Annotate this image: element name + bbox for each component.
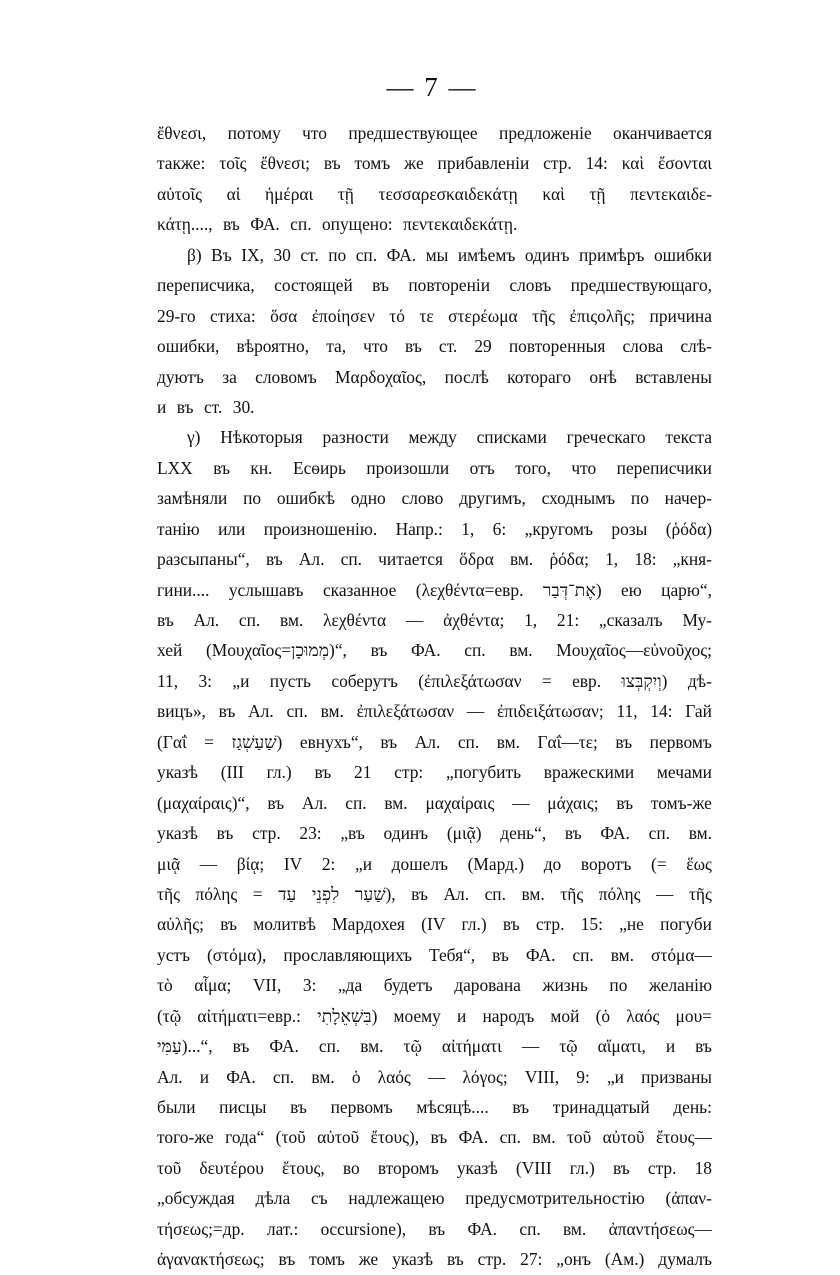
text-line: κάτῃ...., въ ФА. сп. опущено: πεντεκαιδεκάτῃ. (157, 214, 518, 235)
text-line: γ) Нѣкоторыя разности между списками греческаго текста (187, 427, 712, 448)
text-line: αὐτοῖς αἱ ἡμέραι τῇ τεσσαρεσκαιδεκάτῃ καὶ τῇ πεντεκαιδε- (157, 183, 712, 204)
text-line: вицъ», въ Ал. сп. вм. ἐπιλεξάτωσαν — ἐπιδειξάτωσαν; 11, 14: Гай (157, 701, 712, 722)
text-line: дуютъ за словомъ Μαρδοχαῖος, послѣ котораго онѣ вставлены (157, 366, 712, 387)
text-line: гини.... услышавъ сказанное (λεχθέντα=евр. אֶת־דְּבַר) ею царю“, (157, 579, 712, 600)
text-line: (Γαΐ = שַׁעַשְׁגַז) евнухъ“, въ Ал. сп. вм. Γαΐ—τε; въ первомъ (157, 731, 712, 752)
page-number: — 7 — (386, 72, 478, 102)
text-line: въ Ал. сп. вм. λεχθέντα — ἀχθέντα; 1, 21: „сказалъ Му- (157, 610, 712, 630)
text-line: разсыпаны“, въ Ал. сп. читается ὅδρα вм. ῥόδα; 1, 18: „кня- (157, 549, 712, 570)
text-line: τῆς πόλης = עַד לִפְנֵי שַׁעַר), въ Ал. сп. вм. τῆς πόλης — τῆς (157, 883, 712, 904)
text-line: замѣняли по ошибкѣ одно слово другимъ, сходнымъ по начер- (157, 488, 712, 509)
text-line: ἀγανακτήσεως; въ томъ же указѣ въ стр. 27: „онъ (Ам.) думалъ (157, 1249, 712, 1270)
text-line: β) Въ IX, 30 ст. по сп. ФА. мы имѣемъ одинъ примѣръ ошибки (187, 244, 712, 265)
text-line: Ал. и ФА. сп. вм. ὁ λαός — λόγος; VIII, 9: „и призваны (157, 1066, 712, 1087)
text-line: переписчика, состоящей въ повтореніи словъ предшествующаго, (157, 275, 712, 296)
text-line: указѣ (III гл.) въ 21 стр: „погубить вражескими мечами (157, 762, 712, 783)
text-line: (τῷ αἰτήματι=евр.: בִּשְׁאֵלָתִי) моему и народъ мой (ὁ λαός μου= (157, 1005, 712, 1026)
text-line: того-же года“ (τοῦ αὐτοῦ ἔτους), въ ФА. сп. вм. τοῦ αὐτοῦ ἔτους— (157, 1127, 712, 1148)
text-line: были писцы въ первомъ мѣсяцѣ.... въ тринадцатый день: (157, 1097, 712, 1117)
text-line: τὸ αἷμα; VII, 3: „да будетъ дарована жизнь по желанію (157, 975, 712, 996)
text-line: хей (Μουχαῖος=מְמוּכָן)“, въ ФА. сп. вм. Μουχαῖος—εὐνοῦχος; (157, 640, 712, 661)
text-line: αὐλῆς; въ молитвѣ Мардохея (IV гл.) въ стр. 15: „не погуби (157, 914, 712, 935)
text-line: עַמִּי)...“, въ ФА. сп. вм. τῷ αἰτήματι — τῷ αἵματι, и въ (157, 1036, 712, 1057)
text-line: указѣ въ стр. 23: „въ одинъ (μιᾷ) день“, въ ФА. сп. вм. (157, 823, 712, 844)
text-line: μιᾷ — βίᾳ; IV 2: „и дошелъ (Мард.) до воротъ (= ἕως (157, 853, 712, 874)
text-line: 29-го стиха: ὅσα ἐποίησεν τό τε στερέωμα τῆς ἐπιςολῆς; причина (157, 305, 712, 326)
body-text (157, 118, 712, 1275)
text-line: устъ (στόμα), прославляющихъ Тебя“, въ ФА. сп. вм. στόμα— (157, 944, 712, 965)
text-line: τήσεως;=др. лат.: occursione), въ ФА. сп. вм. ἀπαντήσεως— (157, 1218, 712, 1239)
text-line: 11, 3: „и пусть соберутъ (ἐπιλεξάτωσαν = евр. וְיִקְבְּצוּ) дѣ- (157, 670, 712, 691)
text-line: τοῦ δευτέρου ἔτους, во второмъ указѣ (VIII гл.) въ стр. 18 (157, 1157, 712, 1178)
text-line: и въ ст. 30. (157, 396, 255, 417)
text-line: ἔθνεσι, потому что предшествующее предложеніе оканчивается (157, 123, 712, 143)
text-line: ошибки, вѣроятно, та, что въ ст. 29 повторенныя слова слѣ- (157, 336, 712, 357)
text-line: (μαχαίραις)“, въ Ал. сп. вм. μαχαίραις — μάχαις; въ томъ-же (157, 792, 712, 813)
text-line: LXX въ кн. Есѳирь произошли отъ того, что переписчики (157, 457, 712, 478)
text-line: танію или произношенію. Напр.: 1, 6: „кругомъ розы (ῥόδα) (157, 518, 712, 539)
text-line: „обсуждая дѣла съ надлежащею предусмотрительностію (ἀπαν- (157, 1188, 712, 1209)
text-line: также: τοῖς ἔθνεσι; въ томъ же прибавленіи стр. 14: καὶ ἔσονται (157, 153, 712, 174)
